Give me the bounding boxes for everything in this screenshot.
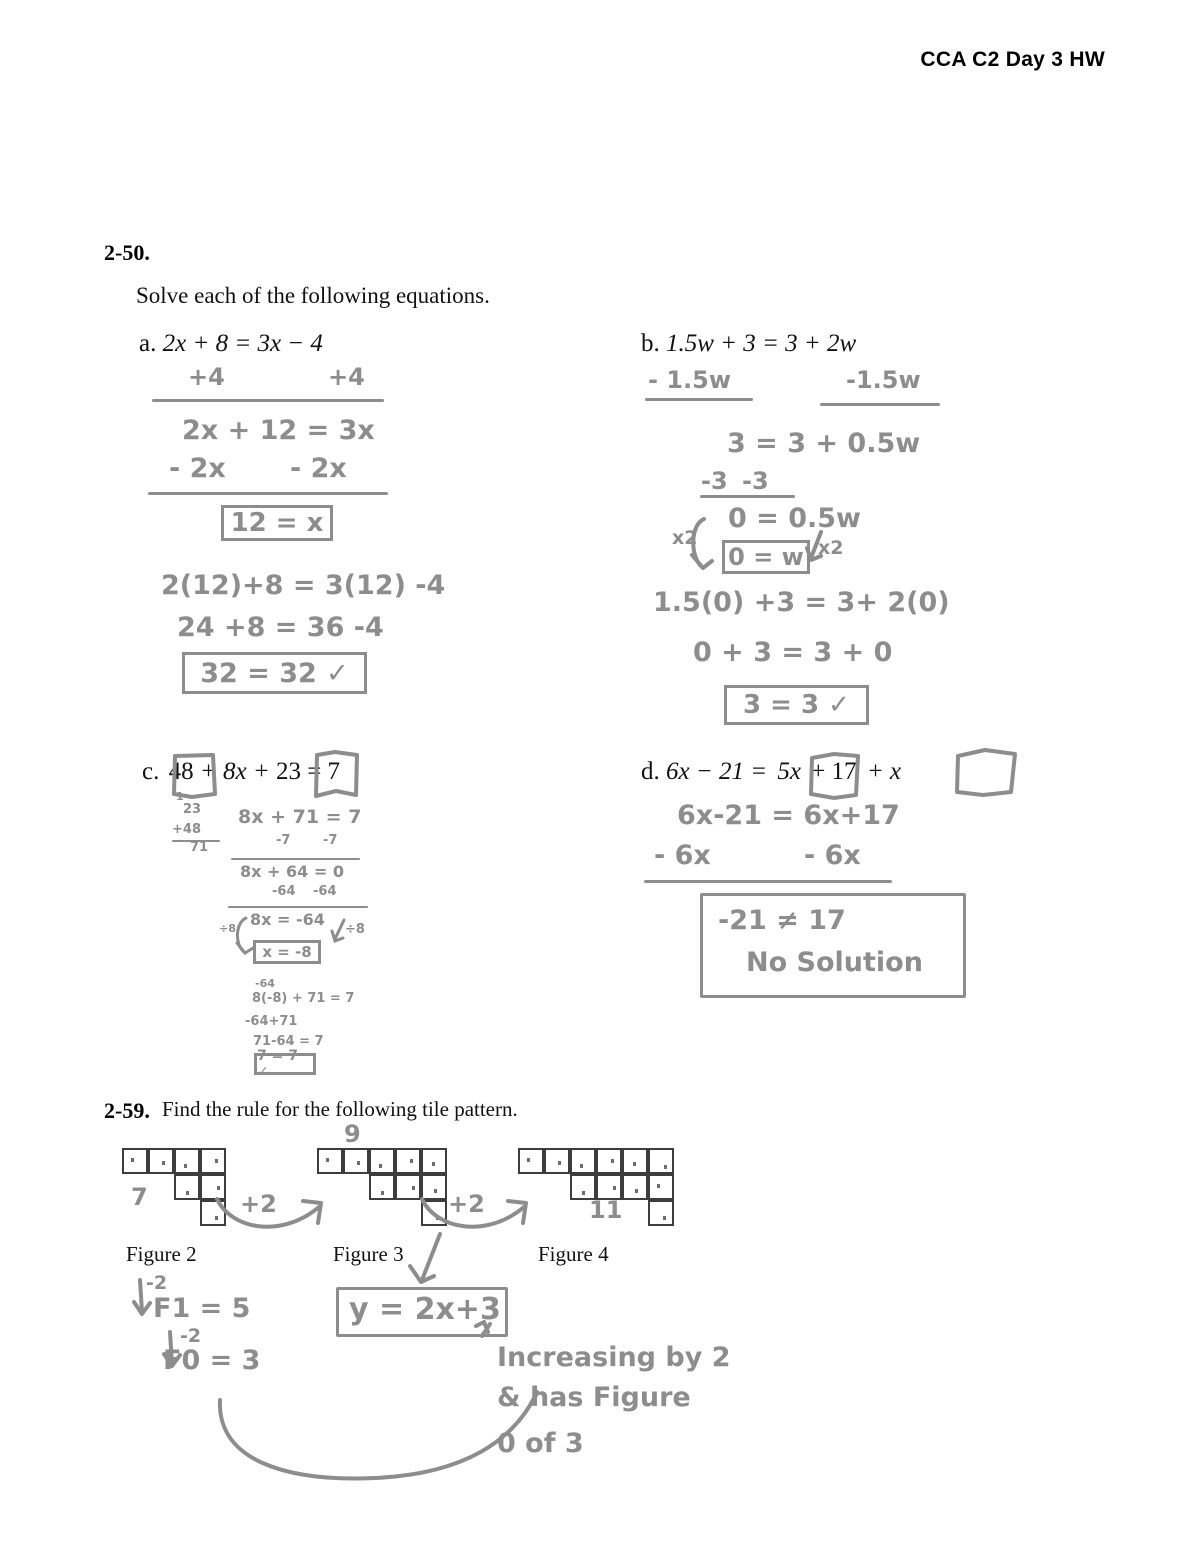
check-c-line-1: 8(-8) + 71 = 7 <box>252 991 355 1006</box>
work-b-rule-1b <box>820 403 940 406</box>
tile <box>648 1148 674 1174</box>
tile <box>317 1148 343 1174</box>
tile-speck <box>664 1165 667 1169</box>
equation-c-term-7: = 7 <box>307 758 341 785</box>
check-b-line-2: 0 + 3 = 3 + 0 <box>693 637 893 668</box>
work-b-rule-1a <box>645 398 753 401</box>
work-b-multiply-arrow <box>686 515 726 575</box>
growth-label-1: +2 <box>240 1190 277 1218</box>
equation-b-text: 1.5w + 3 = 3 + 2w <box>666 330 857 357</box>
equation-a-text: 2x + 8 = 3x − 4 <box>162 330 323 357</box>
explanation-line-1: Increasing by 2 <box>497 1342 731 1373</box>
figure-3-count-label: 9 <box>344 1120 361 1148</box>
work-d-sub6x-left: - 6x <box>654 840 711 871</box>
work-c-line-2: 8x + 64 = 0 <box>240 862 344 881</box>
work-d-rule-1 <box>644 880 892 883</box>
work-a-add4-left: +4 <box>188 363 225 391</box>
tile-speck <box>131 1158 134 1162</box>
tile-speck <box>326 1158 329 1162</box>
equation-d-term-17: + 17 <box>811 758 857 785</box>
work-b-rule-2 <box>700 495 795 498</box>
work-a-add4-right: +4 <box>328 363 365 391</box>
tile <box>518 1148 544 1174</box>
work-b-times2-right: x2 <box>818 537 844 559</box>
tile <box>148 1148 174 1174</box>
tile <box>622 1174 648 1200</box>
tile-speck <box>527 1158 530 1162</box>
explanation-line-2: & has Figure <box>497 1382 691 1413</box>
work-c-sub7-right: -7 <box>323 833 338 848</box>
tile-speck <box>184 1164 187 1168</box>
equation-d-term-5x: 5x <box>777 758 801 785</box>
result-d-line-2: No Solution <box>746 947 923 978</box>
work-c-add-sum: 71 <box>190 840 209 855</box>
problem-2-50-instruction: Solve each of the following equations. <box>136 283 490 308</box>
figure-2-count-label: 7 <box>131 1183 148 1211</box>
equation-c-term-23: 23 <box>275 758 301 785</box>
tile-speck <box>657 1184 660 1188</box>
check-a-line-1: 2(12)+8 = 3(12) -4 <box>161 570 446 601</box>
work-a-line-1: 2x + 12 = 3x <box>182 415 375 446</box>
tile <box>174 1174 200 1200</box>
check-c-note: -64 <box>255 977 275 990</box>
figure-3-caption: Figure 3 <box>333 1242 404 1266</box>
tile <box>648 1174 674 1200</box>
equation-b <box>641 330 856 358</box>
tile <box>369 1148 395 1174</box>
work-c-line-1: 8x + 71 = 7 <box>238 806 362 828</box>
page-header-title: CCA C2 Day 3 HW <box>920 48 1105 71</box>
equation-a <box>139 330 323 358</box>
work-c-divide-left: ÷8 <box>219 922 236 935</box>
equation-d-term-plus-x: + x <box>866 758 902 785</box>
work-b-sub3-left: -3 <box>701 467 728 495</box>
work-b-line-2: 0 = 0.5w <box>728 503 861 534</box>
problem-2-50-number: 2-50. <box>104 240 150 265</box>
work-c-line-3: 8x = -64 <box>250 910 325 929</box>
work-a-sub2x-right: - 2x <box>290 453 347 484</box>
tile-speck <box>379 1164 382 1168</box>
tile-speck <box>357 1161 360 1165</box>
work-b-sub3-right: -3 <box>742 467 769 495</box>
f0-value: F0 = 3 <box>163 1345 261 1376</box>
tile-speck <box>633 1162 636 1166</box>
work-b-sub15w-left: - 1.5w <box>648 366 732 394</box>
tile-speck <box>215 1159 218 1163</box>
work-c-add-23: 23 <box>183 802 202 817</box>
tile-speck <box>381 1191 384 1195</box>
equation-d <box>641 758 901 786</box>
equation-c-term-8x: + 8x + <box>199 758 270 785</box>
equation-a-label: a. <box>139 330 157 357</box>
explanation-line-3: 0 of 3 <box>497 1428 584 1459</box>
tile <box>122 1148 148 1174</box>
work-c-rule-1 <box>231 858 360 860</box>
answer-box-a: 12 = x <box>221 505 333 541</box>
circle-box-d-5x <box>808 752 862 800</box>
work-a-rule-1 <box>152 399 384 402</box>
work-c-rule-2 <box>228 906 368 908</box>
rule-equation: y = 2x+3 <box>349 1292 501 1327</box>
tile <box>622 1148 648 1174</box>
figure-4-count-label: 11 <box>589 1196 623 1224</box>
work-b-multiply-arrow-right <box>805 530 839 566</box>
work-d-sub6x-right: - 6x <box>804 840 861 871</box>
work-c-sub7-left: -7 <box>276 833 291 848</box>
tile <box>648 1200 674 1226</box>
work-d-line-1: 6x-21 = 6x+17 <box>677 800 900 831</box>
tile-speck <box>162 1161 165 1165</box>
tile <box>395 1174 421 1200</box>
equation-d-lhs: 6x − 21 = <box>666 758 768 785</box>
work-c-carry: 1 <box>176 790 184 803</box>
equation-c-term-48: 48 <box>168 758 194 785</box>
circle-box-c-23 <box>313 750 361 800</box>
work-b-line-1: 3 = 3 + 0.5w <box>727 428 921 459</box>
tile <box>200 1148 226 1174</box>
growth-label-2: +2 <box>448 1190 485 1218</box>
equation-c-label: c. <box>142 758 160 785</box>
check-c-line-2: -64+71 <box>245 1014 298 1029</box>
tile-speck <box>558 1161 561 1165</box>
tile-speck <box>613 1186 616 1190</box>
tile-speck <box>582 1191 585 1195</box>
figure-4-caption: Figure 4 <box>538 1242 609 1266</box>
work-c-divide-right: ÷8 <box>345 922 365 937</box>
tile <box>544 1148 570 1174</box>
answer-box-c: x = -8 <box>253 940 321 964</box>
equation-d-label: d. <box>641 758 660 785</box>
problem-2-59-instruction: Find the rule for the following tile pattern. <box>162 1097 518 1121</box>
work-a-sub2x-left: - 2x <box>169 453 226 484</box>
tile <box>596 1148 622 1174</box>
figure-2-caption: Figure 2 <box>126 1242 197 1266</box>
tile-speck <box>580 1164 583 1168</box>
tile-speck <box>611 1159 614 1163</box>
tile <box>395 1148 421 1174</box>
check-b-line-1: 1.5(0) +3 = 3+ 2(0) <box>653 587 950 618</box>
check-a-line-2: 24 +8 = 36 -4 <box>177 612 384 643</box>
tile-speck <box>432 1162 435 1166</box>
circle-box-d-plus-x <box>955 748 1019 798</box>
work-a-rule-2 <box>148 492 388 495</box>
work-b-sub15w-right: -1.5w <box>846 366 921 394</box>
tile-speck <box>412 1186 415 1190</box>
work-b-times2-left: x2 <box>672 527 698 549</box>
problem-2-59-number: 2-59. <box>104 1098 150 1123</box>
tile <box>421 1148 447 1174</box>
tile-speck <box>635 1189 638 1193</box>
tile-speck <box>663 1216 666 1220</box>
answer-box-b: 0 = w <box>722 540 810 574</box>
work-c-sub64-left: -64 <box>272 884 296 899</box>
tile <box>174 1148 200 1174</box>
result-d-line-1: -21 ≠ 17 <box>718 905 846 936</box>
check-c-line-3: 71-64 = 7 <box>253 1034 324 1049</box>
check-box-c: 7 = 7 ✓ <box>254 1053 316 1075</box>
delta-label-1: -2 <box>146 1272 168 1294</box>
tile-speck <box>186 1191 189 1195</box>
work-c-divide-arrow-right <box>330 918 356 946</box>
rule-pointer-arrow-top <box>400 1232 460 1292</box>
f1-value: F1 = 5 <box>153 1293 251 1324</box>
check-box-a: 32 = 32 ✓ <box>182 652 367 694</box>
check-box-b: 3 = 3 ✓ <box>724 685 869 725</box>
tile <box>343 1148 369 1174</box>
work-c-add-48: +48 <box>172 822 201 837</box>
tile <box>570 1148 596 1174</box>
equation-b-label: b. <box>641 330 660 357</box>
work-c-sub64-right: -64 <box>313 884 337 899</box>
tile <box>369 1174 395 1200</box>
delta-label-2: -2 <box>180 1325 202 1347</box>
tile-speck <box>410 1159 413 1163</box>
